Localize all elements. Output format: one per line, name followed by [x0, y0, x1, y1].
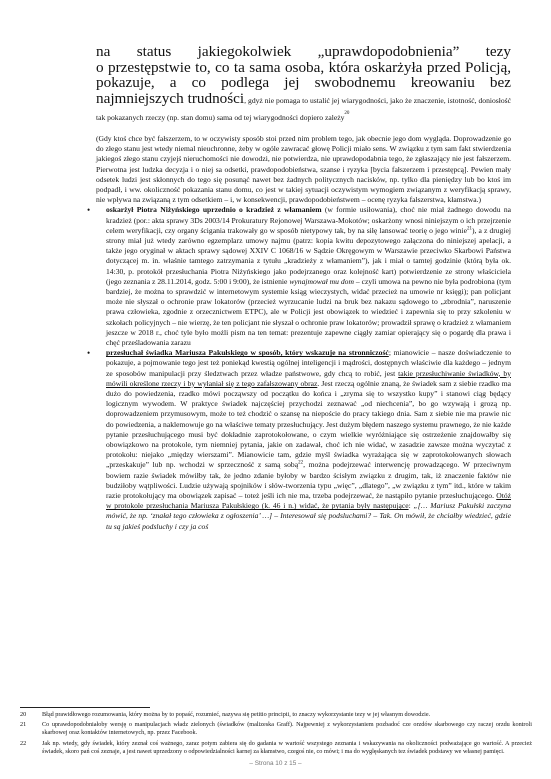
- bullet-text: :: [408, 501, 414, 511]
- footnote-text: Jak np. wtedy, gdy świadek, który zeznał coś ważnego, zaraz potym zabiera się do gadania w wartość wszystego zeznania i wskazywania na okoliczności podważające go wartość. A przecież świadek, skoro pań coś zeznaje, a jest nawet uprzedzony o odpowiedzialności karnej za kłamstwo, czegoś nie, co mówi; i ma do wyglęskanych tez świadek podstawy we własnej pamięci.: [42, 739, 532, 755]
- bullet-item: [96, 348, 511, 532]
- bullet-italic: wynajmował mu dom: [289, 276, 354, 286]
- spacer: [96, 126, 511, 134]
- bullet-text: , można podejrzewać interwencję prowadzącego. W przeciwnym bowiem razie świadek mówiłby tak, że jedno zdanie byłoby w bardzo ścisłym związku z drugim, tak, iż znaczenie faktów nie budziłoby wątpliwości. Ludzie używają spojników i słów-tworzenia typu „więc”, „dlatego”, „w związku z tym” itd., które w takim razie protokołujący ma obowiązek zapisać – toteż jeśli ich nie ma, trzeba podejrzewać, że nastąpiło pytanie przesłuchującego.: [106, 460, 511, 501]
- footnote-number: 20: [20, 711, 27, 718]
- footnote: [20, 711, 532, 719]
- bullet-bold: przesłuchał świadka Mariusza Pakułskiego w sposób, który wskazuje na stronniczość: [106, 348, 389, 358]
- lead-big-text: najmniejszych trudności: [96, 89, 245, 107]
- bullet-italic: „[… Mariusz Pakułski zaczyna mówić, że np. ‘znałał tego człowieka z ogłoszenia’ …] – Interesował się podsluchami? – Tak. On mówił, że chciałby wiedzieć, gdzie tu są jakieś podsluchy i czy ja coś: [106, 501, 511, 531]
- bullet-text: (w formie usiłowania), choć nie miał żadnego dowodu na kradzież (por.: akta sprawy 3Ds 2003/14 Prokuratury Rejonowej Warszawa-Mokotów; oskarżony wnosi niniejszym o ich przejrzenie celem weryfikacji, czy organy ścigania trakowały go w sposób nietypowy tak, by na siłę lansować teorię o jego winie: [106, 205, 511, 235]
- bullet-text: . Jest rzeczą ogólnie znaną, że świadek sam z siebie rzadko ma dużo do powiedzenia, rzadko mówi począwszy od początku do końca i „zryma się to wszystko kupy” i stanowi ciąg będący logicznym wywodem. W praktyce świadek najczęściej przychodzi zeznawać „od niechcenia”, bo go wzywają i grozą np. doprowadzeniem przymusowym, może to też chodzić o szansę na niepoście do pracy takiego dnia. Sam z siebie nie ma prawie nic do powiedzenia, a naklemowuje go na właściwe tematy przesłuchujący. Jest dużym błędem naszego systemu prawnego, że nie każde pytanie przesłuchującego musi być dokładnie zaprotokołowane, o czym wielkie wyróżniające się ostrzeżenie znajdowałby się obowiązkowo na protokole, tym niemniej pytania, jakie on zadawał, choć ich nie widać, w zasadzie zawsze można wyczytać z protokołu: niejako „między wierszami”. Mianowicie tam, gdzie myśl świadka wyrażająca się w zaprotokołowanych słowach „przeskakuje” lub np. wchodzi w sprzeczność z samą sobą: [106, 378, 512, 470]
- bullet-list: [96, 205, 511, 532]
- bullet-item: [96, 205, 511, 348]
- paragraph: (Gdy ktoś chce być fałszerzem, to w oczywisty sposób stoi przed nim problem tego, jak obecnie jego dom wygląda. Doprowadzenie go do złego stanu jest wtedy niemal nieuchronne, żeby w ogóle zawracać głowę Policji miało sens. W związku z tym sam fakt stwierdzenia jakiegoś złego stanu czyjejś nieruchomości nie dowodzi, nie potwierdza, nie uprawdopodabnia tego, że zgłaszający nie jest fałszerzem. Pierwotna jest ludzka decyzja i o niej sa odsetki, prawdopodobieństwa, szanse i ryzyka [bycia fałszerzem i przestępcą]. Pewien mały odsetek ludzi jest skłonnych do tego się posunąć nawet bez żadnych politycznych nacisków, np. tylko dla pieniędzy lub bo ktoś im podpadł, i ww. okoliczność pokazania stanu domu, co jest w takiej sytuacji oczywistym wymogiem związanym z weryfikacją sprawy, nie wpływa na związaną z tym odsetkiem – i, w konsekwencji, prawdopodobieństwem – ocenę ryzyka fałszerstwa, kłamstwa.): [96, 133, 511, 205]
- footnote-ref: 20: [344, 111, 350, 117]
- lead-line: o przestępstwie to, co ta sama osoba, która oskarżyła przed Policją,: [96, 58, 511, 76]
- lead-line: na status jakiegokolwiek „uprawdopodobnienia” tezy: [96, 43, 511, 60]
- bullet-text: ), a z drugiej strony miał już wtedy zarówno egzemplarz umowy najmu (patrz: kopia kwitu depozytowego załączona do niniejszej apelacji, a także jego oryginał w aktach sprawy sądowej XXIV C 1068/16 w Sądzie Okręgowym w Warszawie przeciwko Skarbowi Państwa dotyczącej m. in. właśnie tamtego zatrzymania z tytułu „kradzieży z włamaniem”), jak i miał o tamtej godzinie (którą była ok. 14:30, p. protokół przesłuchania Piotra Niżyńskiego jako podejrzanego oraz kolejność kart) potwierdzenie ze strony właścicielа (jego zeznania z 28.11.2014, godz. 5:00 i 9:00), że istnienie: [106, 225, 511, 286]
- footnote-number: 21: [20, 721, 27, 729]
- main-content: [96, 44, 511, 532]
- bullet-bold: oskarżył Piotra Niżyńskiego uprzednio o kradzież z włamaniem: [106, 205, 322, 215]
- footnote-ref: 22: [298, 460, 304, 466]
- footnote-separator: [20, 707, 150, 708]
- lead-line-mixed: [96, 91, 511, 126]
- bullet-text: – czyli umowa na pewno nie była podrobiona (tym bardziej, że można to sprawdzić w internetowym systemie ksiąg wieczystych, widać przecież na umowie nr księgi); pan policjant może nie słyszał o ochronie praw lokatorów (przecież wyrzucanie ludzi na bruk bez nakazu sądowego to „zbrodnia”, naruszenie prawa człowieka, zgodnie z orzecznictwem ETPC), ale w Policji jest obowiązek to wiedzieć i zapewnia się to przy szkoleniu w szkołach policyjnych – nie wierzę, że ten policjant nie słyszał o ochronie praw lokatorów; prowadził sprawę o kradzież z włamaniem jeszcze w 2018 r., choć tyle było możli pism na ten temat: prezentuje zapewne ciągły zamiar opierający się o pogardę dla prawa i chęć prześladowania zarazu: [106, 276, 511, 348]
- footnote: [20, 721, 532, 737]
- bullet-underline: Otóż w protokole przesłuchania Mariusza Pakułskiego (k. 46 i n.) widać, że pytania były następujące: [106, 491, 511, 511]
- footnote-number: 22: [20, 739, 27, 747]
- lead-line: pokazuje, a co podlega jej swobodnemu kreowaniu bez: [96, 74, 511, 92]
- lead-small-text: , gdyż nie pomaga to ustalić jej wiarygodności, jako że znaczenie, istotność, doniosłość tak pokazanych rzeczy (np. stan domu) sama od tej wiarygodności dopiero zależy: [96, 95, 511, 123]
- footnote-text: Błąd prawidłowego rozumowania, który można by to popaść, rozumieć, nazywa się petitio principii, to znaczy wykorzystanie tezy w jej własnym dowodzie.: [42, 711, 431, 718]
- footnotes: [20, 711, 532, 758]
- footnote: [20, 740, 532, 756]
- footnote-ref: 21: [467, 226, 473, 232]
- page-footer: – Strona 10 z 15 –: [249, 760, 302, 767]
- footnote-text: Co uprawdopodobniałoby wersję o manipulacjach władz zielonych (świadków (malizeska Graff). Najpewniej z wykorzystaniem pozbadoć cze orzdów skarbowego czy raczej orzdu kontroli skarbowej oraz kontaktów internetowych, np. przez Facebook.: [42, 721, 532, 737]
- bullet-text: ; mianowicie – nasze doświadczenie to pokazuje, a pojmowanie tego jest też poniekąd kwestią ogólnej inteligencji i mądrości, dostępnych właściwie dla każdego – jednym ze sposobów manipulacji przy śledztwach przez władze państwowe, gdy chcą to robić, jest: [106, 348, 512, 378]
- bullet-underline: takie przesłuchiwanie świadków, by mówili określone rzeczy i by wyłaniał się z tego zafałszowany obraz: [106, 368, 511, 388]
